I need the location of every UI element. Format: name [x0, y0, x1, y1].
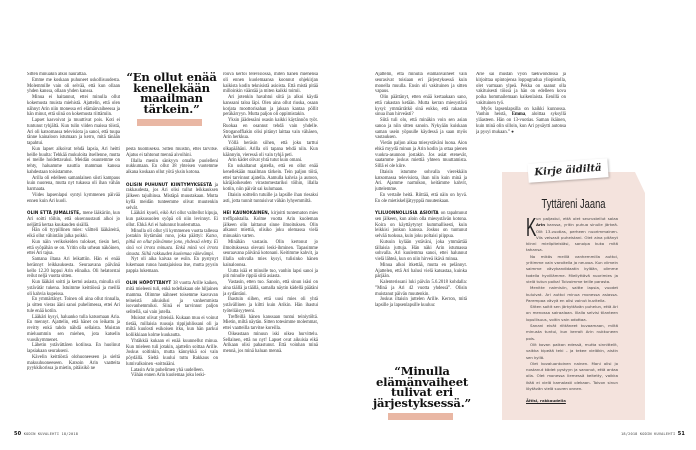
pull-quote-line: maailman — [140, 91, 203, 106]
left-page-column-3 — [223, 72, 318, 388]
paragraph-text: Arilla oli edelleen samanlainen siisti kampaus kuin nuorena, mutta nyt tukassa oli ihan vähän harmaata. — [27, 175, 120, 192]
paragraph — [27, 355, 120, 372]
paragraph-text: Illalla menin sänkyyn omalle puolelleni nukkumaan. En ollut 38 yhteisen vuotemme aikana koskaan ollut yötä yksin kotona. — [126, 158, 218, 175]
drop-cap: K — [526, 216, 537, 242]
paragraph — [223, 95, 318, 118]
pull-quote-line: järjestyksessä.” — [372, 395, 471, 410]
paragraph — [27, 78, 120, 95]
paragraph-lead-in: YLILUONNOLLISIA ASIOITA — [375, 210, 441, 215]
right-page-column-2 — [476, 72, 566, 144]
paragraph-text: Ari jotenkin havahtui siitä ja alkoi käydä kanssani taloa läpi. Olen aina ollut riuska, osaan korjata moottorisahan ja jaksan kantaa pöllit peräkärryyn. Mutta paljon oli oppimistakin. — [223, 95, 318, 118]
pull-quote-accent-bar — [388, 413, 453, 420]
paragraph — [223, 297, 318, 314]
paragraph-text: Minulla oli ollut yli kymmenen vuotta tallessa jostakin löytämäni runo, joka päättyi: — [126, 228, 218, 240]
paragraph-text: Minähän vastasin. Olin kertonut jo ilmoituksessa olevani leski-ihminen. Tapasimme seuraavana päivänä kotonani. Keitimme kahvit, ja illalla sohvalla mies kysyi, tulisinko hänen kainaloonsa. — [223, 239, 318, 268]
left-page-column-1 — [27, 72, 120, 394]
page-footer-right — [621, 431, 685, 437]
publication-info: KODIN KUVALEHTI 18/2018 — [23, 432, 79, 436]
paragraph-text: Arin kädet olivat yhtä tutut kuin omani. — [228, 158, 303, 164]
paragraph-text: Sanani eivät riittäneet kuvaamaan, miltä minusta tuntui, kun kerroit Arin nukkuneen pois. — [526, 323, 618, 341]
paragraph — [375, 170, 467, 193]
paragraph-text: Iltaisin istumme sohvalla vierekkäin katsomassa televisiota, ihan niin kuin minä ja Ari. Ajamme narmikon, keitämme kahvit, juttelemme. — [375, 169, 467, 192]
paragraph-text: En ymmärtänyt. Toinen oli aina ollut rinnalla, ja sitten vieras ääni sanoi puhelimessa, ettei Ari tule enää kotiin. — [27, 297, 120, 314]
paragraph-text: Nyt oli aika kaivaa se esiin. En pystynyt lukemaan runoa hautajaisissa itse, mutta pyysin pappia lukemaan. — [126, 257, 218, 274]
paragraph — [375, 141, 467, 170]
paragraph-text: Vietän paljon aikaa miesystäväni luona. Aion ehkä myydä minun ja Arin kodin ja ottaa pienen vuokra-asunnon jostakin. Jos asiat etenevät, saatamme joskus miettiä yhteen muuttamista. Sillä ei ole kiire. — [375, 141, 467, 169]
paragraph-text: Katso, pitkä on ollut päivämme jono, yhdessä eletty. Ei sinä voi irrota minusta. Enkä minä voi irrota sinusta. Siihä rakkauden kuolemaa väkevämpi. — [126, 234, 218, 257]
paragraph-lead-in: OLISIN PUHUNUT KIINTYMYKSESTÄ — [126, 181, 215, 187]
paragraph-text: Latasin Arin puhelimen yhä uudelleen. — [131, 367, 204, 373]
paragraph — [375, 297, 467, 309]
paragraph — [526, 285, 618, 304]
paragraph — [375, 280, 467, 297]
paragraph — [27, 118, 120, 147]
letter-tag: Kirje äidiltä — [527, 158, 608, 183]
paragraph-text: Vähän ennen Arin kuolemaa joku leski- — [131, 373, 206, 379]
paragraph-text: Kun näin verikokeiden tulokset, tiesin heti, että syöpähän se on. Yritin olla urhean näköinen, ettei Ari tajua. — [27, 239, 120, 257]
paragraph — [375, 118, 467, 141]
paragraph-text: Myös lapsenlapsilla on kaikki kunnossa. Vanhin heistä, — [476, 106, 566, 118]
paragraph-text: Olit kovan paikan edessä, mutta sinnittelit, vaikka kipeää teki – ja tekee vieläkin, aistin sen kyllä. — [526, 341, 618, 360]
paragraph-text: , aloittaa syksyllä yläasteen. Hän on 13-vuotias. Saman ikäinen, kuin minä olin silloin, kun Ari pysäytti autonsa ja pysyi mukaan.” ● — [476, 112, 566, 135]
paragraph-text: En uskaltanut ajatella, että en ollut enää kenellekään maailman tärkein. Tein paljon töitä, ettei tarvinnut ajatella. Aamulla kahvia ja autoon, käräjäoikeuden virastomestariksi töihin, illalla kotiin, niin päivät sai kulumaan. — [223, 164, 318, 192]
paragraph-text: Ajattelin, että minulla elämänvaiheet vain seurasivat toisiaan eri järjestyksessä kuin monella muulla. Ensin oli vakituinen ja sitten vapaus. — [375, 72, 467, 95]
paragraph — [223, 164, 318, 193]
paragraph — [526, 323, 618, 342]
paragraph — [476, 107, 566, 136]
paragraph — [375, 72, 467, 95]
paragraph — [126, 147, 218, 159]
paragraph-text: Lähetin ystävättären kotiinsa. En huolinut lapsiakaan seurakseni. — [27, 343, 120, 354]
pull-quote-line: “Minulla — [394, 364, 450, 378]
paragraph-lead-in: OLIN ETTÄ JUMALISTE, — [27, 210, 83, 215]
paragraph-text: Lääkäri kyseli, eikö Ari ollut valitellut kipuja, kun paksusuolen syöpä oli niin levinnyt. Ei ollut. Ehkä Ari ei halunnut huolestuttaa. — [126, 211, 218, 228]
paragraph — [126, 211, 218, 228]
page-number: 51 — [677, 431, 686, 437]
paragraph-text: No mikäs meillä vanhemmilla auttoi, yritimme vain varoitella ja neuvoa. Kun viimein saimme vävykandidaatin kylään, olimme todella hyvillämme. Miellyttävä nuorimies ja vielä tutun poika! Toivoimme teille parasta. — [526, 253, 618, 284]
paragraph — [223, 332, 318, 355]
paragraph-text: Joskus iltaisin juttelen Arille. Kerron, mitä lapsille ja lapsenlapsille kuuluu: — [375, 297, 467, 308]
paragraph — [27, 147, 120, 176]
paragraph-text: Viides lapsenlapsi syntyi kymmenen päivää ennen kuin Ari kuoli. — [27, 192, 120, 204]
paragraph — [27, 240, 120, 257]
page-number: 50 — [14, 431, 22, 437]
paragraph — [375, 240, 467, 263]
paragraph-text: Iltaisin soittelin tutuille ja lapsille ihan riesaksi asti, jotta tunnit tuntuisivat vähän lyhyemmiltä. — [223, 192, 318, 204]
pull-quote — [372, 366, 472, 408]
right-page-column-1 — [375, 72, 467, 352]
paragraph — [126, 316, 218, 339]
pull-quote-accent-bar — [137, 119, 202, 126]
paragraph-text: Emme me koskaan puhuneet uskollisuudesta. Molemmille vain oli selvää, että kun ollaan yhden kanssa, ollaan yhden kanssa. — [27, 77, 120, 95]
paragraph-text: Yhtäkkiä kukaan ei enää kuunnellut minua. Kun mieleen tuli jotakin, ajattelin soittaa Arille. Joskus soitinkin, mutta kännykkä soi vain pöydällä. Sieltä kuului tuttu Rakkaus on lumivalkoinen -soittoääni. — [126, 338, 218, 367]
paragraph-text: Lääkäri kysyi, haluanko tulla katsomaan Aria. En mennyt. Ajattelin, että hänet on leikattu ja revitty enkä tahdo nähdä sellaista. Muistan mieluummin sen miehen, jota katselin vuosikymmenet. — [27, 314, 120, 343]
paragraph-text: Yksin jäädessäni osasin kaikki käytännön työt. Ruokaa en osannut tehdä vain yhdelle. Stroganoffiakin olisi pitänyt laittaa vain vähäsen, Arin herkkua. — [223, 118, 318, 141]
paragraph — [27, 193, 120, 205]
paragraph-text: 38 vuotta Arille kaiken, mitä mieleeni tuli, enkä todellakaan ole hiljainen mamma. Olimme nähneet toisemme kasvavan teineistä aikuisiksi ja vanhemmista isovanhemmiksi. Siinä ei tarvinnut paljon selitellä, sai vain jutella. — [126, 281, 218, 315]
paragraph — [223, 280, 318, 297]
paragraph-text: Sitten minuakin alkoi naurattaa. — [27, 72, 87, 77]
paragraph-text: Kun lapset alkoivat tehdä lapsia, Ari heitti heille huulta: Tehkää mukuloita itsellenne, mutta ei meille hoidettavaksi. Meidän osuutemme on tehty, haluamme nauttia mamman kanssa kahdestaan toisistamme. — [27, 146, 120, 175]
paragraph — [375, 263, 467, 280]
paragraph-text: Ihastuin siihen, että uusi mies oli yhtä ystävällinen ja kiltti kuin Arikin. Hän ihastui työteliäisyyteeni. — [223, 297, 318, 314]
paragraph-text: Samana iltana Ari leikattiin. Hän ei enää herännyt leikkauksesta. Seuraavana päivänä kello 12.20 loppui Arin elinaika. Oli helatorstai reilut neljä vuotta sitten. — [27, 257, 120, 280]
paragraph-text: rouva kertoi televisiossa, miten hänen miehensä oli ennen kuolemaansa koonnut ohjekirjan kaikista kodin teknisistä asioista. Että mistä pitää milloinkin vääntää ja miten kaikki toimii. — [223, 72, 318, 95]
paragraph — [27, 95, 120, 118]
paragraph — [27, 315, 120, 344]
paragraph — [27, 343, 120, 355]
paragraph-text: Emma — [511, 112, 526, 118]
paragraph — [126, 257, 218, 274]
pull-quote — [124, 72, 219, 114]
paragraph — [223, 269, 318, 281]
pull-quote-line: tulivat eri — [391, 385, 453, 400]
paragraph-text: kirjoitti tuntematon mies treffipalstalla. Kolme vuotta Arin kuoleman jälkeen olin laittanut sinne ilmoituksen. Olin alkanut miettiä, olisiko joku olemassa vielä minuakin varten. — [223, 211, 318, 239]
page-footer-left — [14, 431, 78, 437]
paragraph — [126, 280, 218, 316]
paragraph-text: Kävelin keittiöstä olohuoneeseen ja sieltä makuuhuoneeseen. Katsoin Arin vaatteita pyykkikorissa ja mietin, pitäisikö ne — [27, 354, 120, 372]
paragraph — [526, 254, 618, 285]
paragraph — [526, 361, 618, 392]
paragraph — [126, 159, 218, 176]
paragraph — [126, 182, 218, 212]
letter-body — [526, 216, 618, 416]
paragraph — [126, 339, 218, 368]
paragraph — [27, 228, 120, 240]
paragraph-text: Lapset kasvoivat ja muuttivat pois. Koti ei tuntunut tyhjältä. Kun tulin viiden maissa töistä, Ari oli katsomassa televisiota ja sanoi, että tuupa tänne kainaloon istumaan ja kerro, mitä tänään tapahtui. — [27, 118, 120, 146]
paragraph — [375, 95, 467, 118]
paragraph-text: mene lääkäriin, kun Ari soitti töihin, että oksennustauti alkoi jo neljättä kertaa kuukauden sisällä. — [27, 211, 120, 228]
paragraph — [526, 304, 618, 323]
paragraph-text: pestä huomiseksi. Sitten muistin, ettei tarvitse. Ajatus ei tahtonut mennä aivoihini. — [126, 147, 218, 158]
paragraph-text: ja rakkaudesta, jos Ari olisi tullut leikkauksen jälkeen tajuihinsa. Mistäpä muustakaan. Mutta kyllä meidän tunteemme olivat muutenkin selvät. — [126, 182, 218, 211]
paragraph-text: Kutsuin kylään ystäväni, joka ymmärtää tällaisia juttuja. Hän näki Arin istumassa sohvalla. Ari kuulemma sanoi, ettei halunnut vielä lähteä, kun on niin hirveä ikävä minua. — [375, 239, 467, 262]
paragraph-text: un paljastui, että olet seurustellut salaa — [536, 216, 618, 221]
paragraph — [375, 210, 467, 240]
paragraph-text: Treffeillä hänen kanssaan tuntui teiniytöltä. Mietin, miltä näytän. Sitten totesimme molemmat, ettei vaatteilla tarvitse koreilla. — [223, 314, 318, 331]
paragraph-text: Siitä tuli olo, että minäkin voin sen asian sanoa ja niin sitten sanoin. Nykyään kuiskaan saman usein yöpuulle käydessä ja saan myös vastauksen. — [375, 118, 467, 141]
paragraph-text: Olet kovaluontoinen nainen. Moni olisi jo nostanut kädet pystyyn ja sanonut, että antaa olla. Olet monessa liemessä keitetty, vaikka ikää ei vielä kamalasti olekaan. Toivon sinun löytävän vielä suuren onnen. — [526, 360, 618, 392]
paragraph — [27, 257, 120, 280]
paragraph — [375, 193, 467, 205]
paragraph — [223, 141, 318, 158]
paragraph-text: Minua ei haitannut, ettei minulla ollut kokemusta muista miehistä. Ajattelin, että olen nähnyt Arin niin monessa eri elämänvaiheessa ja hän minut, että siinä on kokemusta riittämiin. — [27, 95, 120, 118]
paragraph — [126, 373, 218, 379]
paragraph-lead-in: OLIN HÖPÖTTÄNYT — [126, 280, 174, 286]
paragraph-text: Yöllä heräsin siihen, että joku tarttui olkapäähäni. Arilla oli tapana tehdä niin. Kun käännyin, vieressä oli vain tyhjä peti. — [223, 141, 318, 158]
paragraph — [27, 176, 120, 193]
paragraph-text: on tapahtunut sen jälkeen, kun aloin olla miesystävän kotona. Koira on käyttäytynyt kummallisesti, kuin leikkisi jonkun kanssa. Joskus on tuntunut selvää tuoksua, kuin joku poltaisi piippua. — [375, 211, 467, 239]
publication-info: 18/2018 KODIN KUVALEHTI — [621, 432, 676, 436]
paragraph — [526, 216, 618, 254]
paragraph — [223, 240, 318, 269]
paragraph-text: Muistot olivat yhteisiä. Kukaan muu ei voinut tietää, millaisia ruusuja rippijuhlissani oli ja miltä kuulosti esikoisen itku, kun hän parkui koliikkiaan kolme kuukautta. — [126, 315, 218, 338]
paragraph-text: Menitte naimisiin, saitte lapsia, vuodet kuluivat. Ari auttoi minua monessa asiassa. Parempaa vävyä en olisi voinut kuvitella. — [526, 285, 618, 303]
paragraph-text: Oikeastaan minuun iski oikea hurvittelu. Sellainen, että no nyt! Lapset ovat aikuisia eikä Arikaan olisi pahastunut. Että voinhan minä mennä, jos minä haluan mennä. — [223, 331, 318, 354]
pull-quote-line: kenellekään — [133, 80, 210, 95]
paragraph-text: Sitten soitit sen järkyttävän puhelun, että Ari on menossa sairaalaan. Illalla selvisi tilanteen lopullisuus, voitin vain odottaa. — [526, 304, 618, 322]
paragraph-text: Kun lääkäri soitti ja kertoi asiasta, minulla oli ystävätär tukena. Istuimme keittiössä ja meillä oli kahvia kupeissa. — [27, 280, 120, 297]
paragraph-text: kanssa, yritin puhua sinulle järkeä. Olit 13-vuotias, perheen nuorimmainen. Viis veisasit puheistani. Olet aina pitänyt kiinni mielipiteistäsi, sanoipa kuka mitä tahansa. — [526, 222, 618, 253]
paragraph-text: Olin päättänyt, etten enää kertaakaan sano, että rakastan ketään. Mutta kerran miesystävä kysyi: ymmärrätkö sinä eukko, että rakastan sinua ihan hirveästi? — [375, 95, 467, 118]
pull-quote-line: tärkein.” — [143, 101, 200, 116]
paragraph-text: Arin — [536, 222, 546, 228]
paragraph-text: Uutta isää et minulle tuo, vanhin lapsi sanoi ja piti minulle rippiä siitä asiasta. — [223, 268, 318, 280]
paragraph-text: Vastasin, etten tuo. Sanoin, että sinun isäsi on aina täällä ja täällä, samalla näytin kädellä päätäni ja sydäntäni. — [223, 280, 318, 297]
paragraph-text: En vertaile heitä. Riittää, että näin on hyvä. En ole mietiskelijätyyppiä muutenkaan. — [375, 192, 467, 204]
paragraph — [223, 193, 318, 205]
letter-title: Tyttäreni Jaana — [541, 196, 606, 211]
paragraph — [223, 315, 318, 332]
paragraph-text: Kalenterissani luki päivän 5.6.2018 kohdalla: ”Minä ja Ari 42 vuotta yhdessä”. Olisin muistanut päivän muutenkin. — [375, 280, 467, 297]
paragraph — [27, 297, 120, 314]
paragraph — [526, 342, 618, 361]
pull-quote-line: elämänvaiheet — [375, 374, 469, 389]
paragraph-text: Minua alkoi itkettää, mutta en pelännyt. Ajattelen, että Ari halusi vielä katsastaa, kuinka pärjään. — [375, 262, 467, 280]
paragraph — [223, 118, 318, 141]
paragraph-text: Hän oli tyypillinen mies: vältteli lääkäreitä, eikä ollut vähintäin jalka poikki. — [27, 228, 120, 239]
pull-quote-line: “En ollut enää — [126, 70, 217, 84]
paragraph — [27, 210, 120, 228]
paragraph — [126, 229, 218, 258]
paragraph-text: Arie sai mustan vyön taekwondossa ja kirjoittaa opintojensa loppugradua yliopistolla, olet varmaan ylpeä. Pekka on saanut olla vakituisesti töissä ja hän on edelleen kova poika hommailemaan kaikenlaista. Eenillä on vakituinen työ. — [476, 72, 566, 106]
paragraph — [27, 280, 120, 297]
paragraph-lead-in: HEI KAUNOKAINEN, — [223, 210, 272, 215]
paragraph — [223, 72, 318, 95]
letter-signature: Äitisi, rakkaudella — [526, 398, 566, 404]
left-page-column-2 — [126, 147, 218, 385]
paragraph — [476, 72, 566, 107]
paragraph — [223, 210, 318, 240]
